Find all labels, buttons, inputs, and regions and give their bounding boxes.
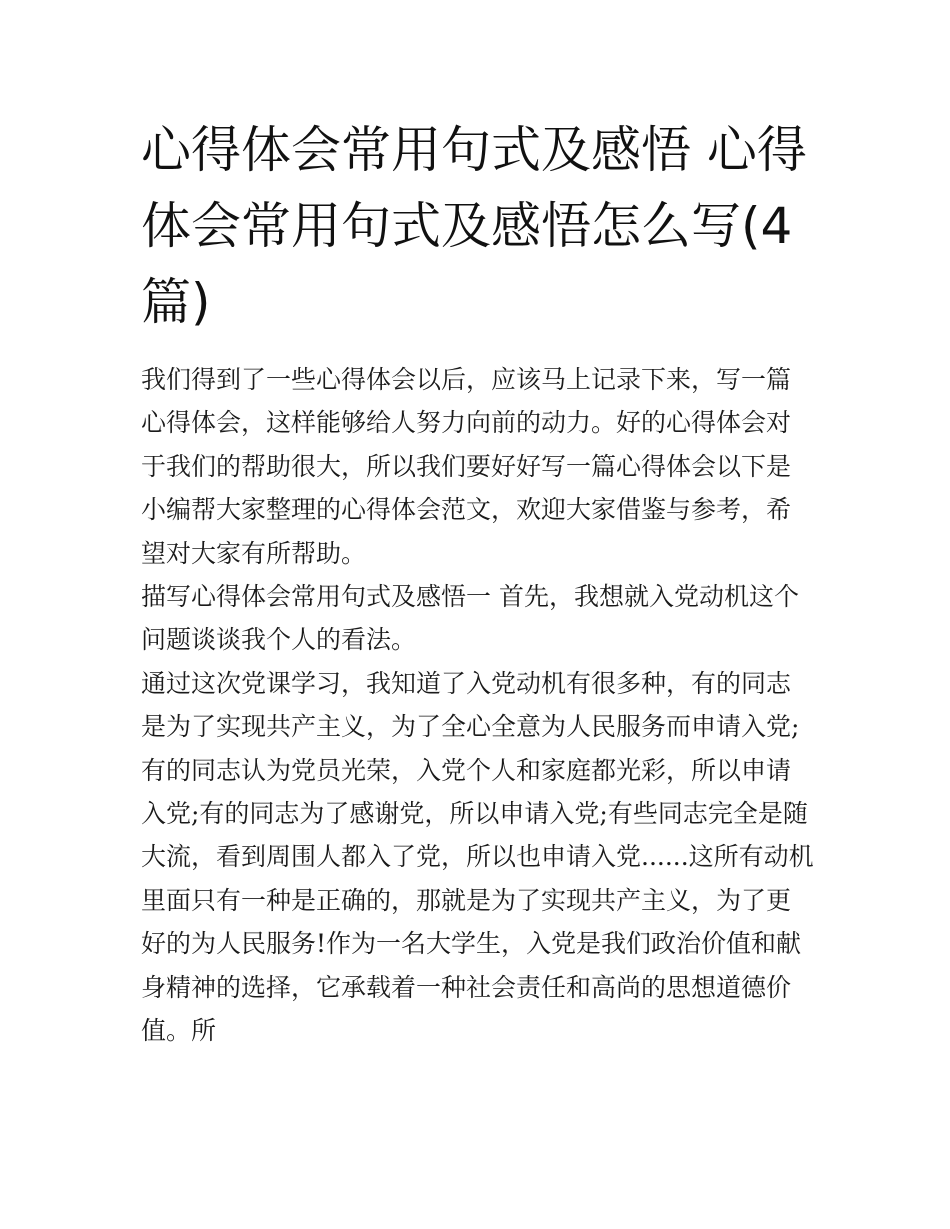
document-title: 心得体会常用句式及感悟 心得体会常用句式及感悟怎么写(4篇) <box>141 121 807 331</box>
intro-paragraph: 我们得到了一些心得体会以后，应该马上记录下来，写一篇心得体会，这样能够给人努力向前的动力。好的心得体会对于我们的帮助很大，所以我们要好好写一篇心得体会以下是小编帮大家整理的心得体会范文，欢迎大家借鉴与参考，希望对大家有所帮助。 <box>141 365 792 568</box>
section-one-paragraph: 描写心得体会常用句式及感悟一 首先，我想就入党动机这个问题谈谈我个人的看法。 <box>141 582 799 655</box>
document-body <box>141 358 815 1053</box>
motivation-paragraph: 通过这次党课学习，我知道了入党动机有很多种，有的同志是为了实现共产主义，为了全心全意为人民服务而申请入党;有的同志认为党员光荣，入党个人和家庭都光彩，所以申请入党;有的同志为了感谢党，所以申请入党;有些同志完全是随大流，看到周围人都入了党，所以也申请入党......这所有动机里面只有一种是正确的，那就是为了实现共产主义，为了更好的为人民服务!作为一名大学生，入党是我们政治价值和献身精神的选择，它承载着一种社会责任和高尚的思想道德价值。所 <box>141 668 814 1046</box>
